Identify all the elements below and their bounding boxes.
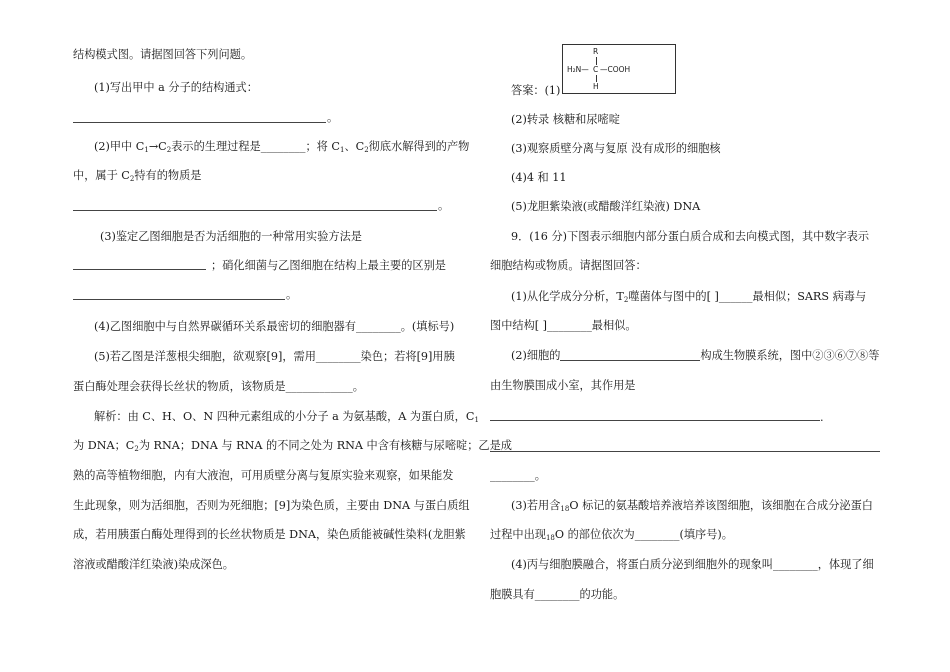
answer-blank[interactable] bbox=[490, 451, 880, 452]
question-9-2: (2)细胞的 构成生物膜系统，图中②③⑥⑦⑧等 bbox=[511, 349, 880, 362]
analysis-line: 成，若用胰蛋白酶处理得到的长丝状物质是 DNA，染色质能被碱性染料(龙胆紫 bbox=[73, 528, 466, 541]
answer-3: (3)观察质壁分离与复原 没有成形的细胞核 bbox=[511, 142, 721, 155]
answer-blank[interactable] bbox=[73, 269, 206, 270]
analysis-line: 溶液或醋酸洋红染液)染成深色。 bbox=[73, 558, 234, 571]
question-9-2-line-2: 由生物膜围成小室，其作用是 bbox=[490, 379, 636, 392]
text-line: ________。 bbox=[490, 469, 546, 482]
question-9-4: (4)丙与细胞膜融合，将蛋白质分泌到细胞外的现象叫________，体现了细 bbox=[511, 558, 874, 571]
question-9-3-line-2: 过程中出现$_{18}$O 的部位依次为________(填序号)。 bbox=[490, 528, 733, 542]
question-3: (3)鉴定乙图细胞是否为活细胞的一种常用实验方法是 bbox=[100, 230, 362, 243]
answer-blank[interactable] bbox=[73, 299, 285, 300]
answer-4: (4)4 和 11 bbox=[511, 171, 567, 184]
text-line: 。 bbox=[438, 199, 450, 212]
answer-2: (2)转录 核糖和尿嘧啶 bbox=[511, 113, 620, 126]
question-9-1: (1)从化学成分分析，$T_2$噬菌体与图中的[ ]______最相似；SARS 病毒与 bbox=[511, 290, 867, 304]
answer-blank[interactable] bbox=[73, 210, 437, 211]
text-line: 。 bbox=[286, 288, 298, 301]
question-2-line-2: 中，属于 $C_2$特有的物质是 bbox=[73, 169, 202, 183]
question-2: (2)甲中 $C_1\to C_2$表示的生理过程是________；将 $C_1$、$C_2$彻底水解得到的产物 bbox=[94, 140, 470, 154]
answer-blank[interactable] bbox=[560, 349, 700, 361]
analysis-line: 解析：由 C、H、O、N 四种元素组成的小分子 a 为氨基酸，A 为蛋白质，$C_1$ bbox=[94, 410, 479, 424]
answer-blank[interactable] bbox=[490, 420, 820, 421]
question-9: 9．(16 分)下图表示细胞内部分蛋白质合成和去向模式图，其中数字表示 bbox=[511, 230, 870, 243]
text-line: 结构模式图。请据图回答下列问题。 bbox=[73, 48, 253, 61]
question-9-1-line-2: 图中结构[ ]________最相似。 bbox=[490, 319, 637, 332]
question-9-4-line-2: 胞膜具有________的功能。 bbox=[490, 588, 625, 601]
question-9-line-2: 细胞结构或物质。请据图回答： bbox=[490, 259, 647, 272]
analysis-line: 生此现象，则为活细胞，否则为死细胞；[9]为染色质，主要由 DNA 与蛋白质组 bbox=[73, 499, 470, 512]
analysis-line: 为 DNA；$C_2$为 RNA；DNA 与 RNA 的不同之处为 RNA 中含有核糖与尿嘧啶；乙是成 bbox=[73, 439, 512, 453]
text-line: 。 bbox=[327, 111, 339, 124]
question-5: (5)若乙图是洋葱根尖细胞，欲观察[9]，需用________染色；若将[9]用胰 bbox=[94, 350, 455, 363]
text-line: ；硝化细菌与乙图细胞在结构上最主要的区别是 bbox=[211, 259, 446, 272]
analysis-line: 熟的高等植物细胞，内有大液泡，可用质壁分离与复原实验来观察，如果能发 bbox=[73, 469, 454, 482]
question-9-3: (3)若用含$_{18}$O 标记的氨基酸培养液培养该图细胞，该细胞在合成分泌蛋白 bbox=[511, 499, 873, 513]
text-line: . bbox=[820, 411, 824, 424]
question-5-line-2: 蛋白酶处理会获得长丝状的物质，该物质是____________。 bbox=[73, 380, 364, 393]
question-1: (1)写出甲中 a 分子的结构通式： bbox=[94, 81, 258, 94]
question-4: (4)乙图细胞中与自然界碳循环关系最密切的细胞器有________。(填标号) bbox=[94, 320, 455, 333]
answer-blank[interactable] bbox=[73, 122, 326, 123]
answer-5: (5)龙胆紫染液(或醋酸洋红染液) DNA bbox=[511, 200, 701, 213]
answer-label: 答案：(1) bbox=[511, 84, 561, 97]
amino-acid-formula: R H₂N— C —COOH H bbox=[562, 44, 676, 94]
